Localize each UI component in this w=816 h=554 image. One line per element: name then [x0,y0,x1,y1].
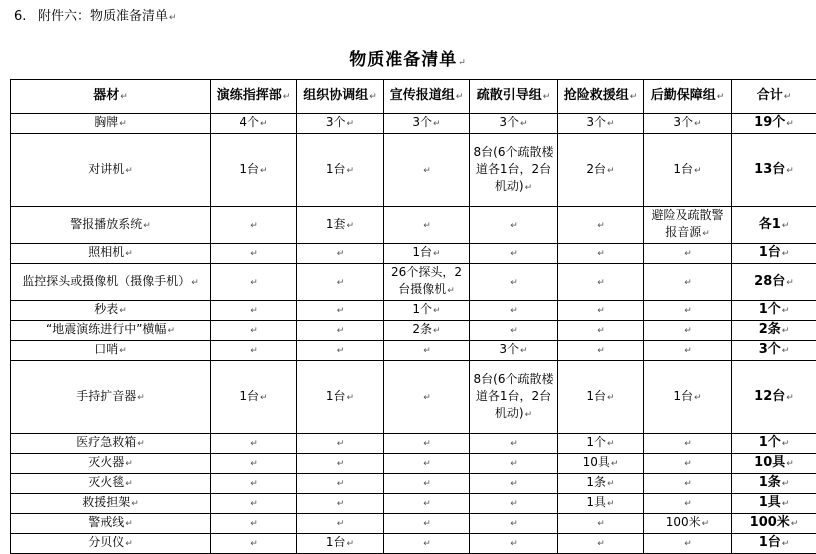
table-row [11,114,816,134]
quantity-cell [558,301,644,321]
quantity-cell [470,244,558,264]
quantity-cell [211,434,297,454]
paragraph-mark-icon: ↵ [125,249,133,259]
paragraph-mark-icon: ↵ [597,539,605,549]
paragraph-mark-icon: ↵ [630,92,638,102]
paragraph-mark-icon: ↵ [250,539,258,549]
paragraph-mark-icon: ↵ [611,459,619,469]
paragraph-mark-icon: ↵ [684,249,692,259]
quantity-cell: 1套↵ [297,207,384,244]
item-name-cell: “地震演练进行中”横幅↵ [11,321,211,341]
paragraph-mark-icon: ↵ [684,326,692,336]
paragraph-mark-icon: ↵ [684,346,692,356]
item-name-cell: 警戒线↵ [11,514,211,534]
paragraph-mark-icon: ↵ [782,346,790,356]
paragraph-mark-icon: ↵ [369,92,377,102]
paragraph-mark-icon: ↵ [337,346,345,356]
paragraph-mark-icon: ↵ [347,221,355,231]
quantity-cell [297,514,384,534]
column-header: 器材↵ [11,80,211,114]
table-row [11,494,816,514]
table-row [11,207,816,244]
quantity-cell: 1台↵ [211,361,297,434]
paragraph-mark-icon: ↵ [456,92,464,102]
item-name-cell: 医疗急救箱↵ [11,434,211,454]
paragraph-mark-icon: ↵ [433,326,441,336]
total-cell: 28台↵ [732,264,816,301]
quantity-cell [384,454,470,474]
paragraph-mark-icon: ↵ [684,306,692,316]
table-row [11,474,816,494]
section-heading [14,5,177,24]
table-body [11,114,816,554]
column-header: 演练指挥部↵ [211,80,297,114]
table-row [11,244,816,264]
paragraph-mark-icon: ↵ [169,13,177,23]
paragraph-mark-icon: ↵ [510,519,518,529]
quantity-cell [211,514,297,534]
paragraph-mark-icon: ↵ [347,539,355,549]
total-cell: 12台↵ [732,361,816,434]
quantity-cell [297,434,384,454]
paragraph-mark-icon: ↵ [119,306,127,316]
paragraph-mark-icon: ↵ [607,439,615,449]
quantity-cell [384,341,470,361]
section-heading-text: 附件六：物质准备清单 [38,9,168,24]
paragraph-mark-icon: ↵ [250,346,258,356]
quantity-cell [211,454,297,474]
paragraph-mark-icon: ↵ [782,439,790,449]
table-row [11,134,816,207]
quantity-cell [644,321,732,341]
paragraph-mark-icon: ↵ [433,249,441,259]
item-name-cell: 口哨↵ [11,341,211,361]
table-row [11,361,816,434]
total-cell: 100米↵ [732,514,816,534]
quantity-cell [384,207,470,244]
quantity-cell: 1个↵ [384,301,470,321]
paragraph-mark-icon: ↵ [167,326,175,336]
total-cell: 2条↵ [732,321,816,341]
paragraph-mark-icon: ↵ [597,519,605,529]
quantity-cell [644,454,732,474]
quantity-cell [644,341,732,361]
quantity-cell: 1台↵ [297,534,384,554]
item-name-cell: 灭火器↵ [11,454,211,474]
item-name-cell: 秒表↵ [11,301,211,321]
paragraph-mark-icon: ↵ [250,278,258,288]
column-header: 后勤保障组↵ [644,80,732,114]
paragraph-mark-icon: ↵ [784,92,792,102]
paragraph-mark-icon: ↵ [791,519,799,529]
item-name-cell: 手持扩音器↵ [11,361,211,434]
quantity-cell [297,244,384,264]
quantity-cell [211,207,297,244]
paragraph-mark-icon: ↵ [337,439,345,449]
total-cell: 13台↵ [732,134,816,207]
quantity-cell [211,474,297,494]
paragraph-mark-icon: ↵ [250,479,258,489]
paragraph-mark-icon: ↵ [782,326,790,336]
quantity-cell [297,301,384,321]
quantity-cell: 1台↵ [384,244,470,264]
paragraph-mark-icon: ↵ [684,459,692,469]
quantity-cell: 3个↵ [470,341,558,361]
quantity-cell [644,301,732,321]
paragraph-mark-icon: ↵ [119,346,127,356]
quantity-cell [644,244,732,264]
quantity-cell [384,361,470,434]
paragraph-mark-icon: ↵ [510,539,518,549]
paragraph-mark-icon: ↵ [607,479,615,489]
table-row [11,301,816,321]
paragraph-mark-icon: ↵ [447,286,455,296]
paragraph-mark-icon: ↵ [423,519,431,529]
paragraph-mark-icon: ↵ [433,119,441,129]
quantity-cell [644,474,732,494]
quantity-cell [470,474,558,494]
quantity-cell: 1台↵ [644,361,732,434]
paragraph-mark-icon: ↵ [597,249,605,259]
quantity-cell [558,534,644,554]
quantity-cell [211,264,297,301]
column-header: 疏散引导组↵ [470,80,558,114]
paragraph-mark-icon: ↵ [510,221,518,231]
paragraph-mark-icon: ↵ [607,499,615,509]
quantity-cell: 8台(6个疏散楼道各1台，2台机动)↵ [470,134,558,207]
paragraph-mark-icon: ↵ [782,221,790,231]
paragraph-mark-icon: ↵ [786,278,794,288]
paragraph-mark-icon: ↵ [423,479,431,489]
column-header: 抢险救援组↵ [558,80,644,114]
table-row [11,534,816,554]
paragraph-mark-icon: ↵ [786,393,794,403]
total-cell: 各1↵ [732,207,816,244]
paragraph-mark-icon: ↵ [250,326,258,336]
quantity-cell [470,454,558,474]
quantity-cell: 3个↵ [470,114,558,134]
quantity-cell: 10具↵ [558,454,644,474]
item-name-cell: 对讲机↵ [11,134,211,207]
item-name-cell: 分贝仪↵ [11,534,211,554]
total-cell: 1个↵ [732,434,816,454]
paragraph-mark-icon: ↵ [131,499,139,509]
paragraph-mark-icon: ↵ [337,459,345,469]
quantity-cell [297,341,384,361]
quantity-cell: 8台(6个疏散楼道各1台，2台机动)↵ [470,361,558,434]
paragraph-mark-icon: ↵ [337,306,345,316]
paragraph-mark-icon: ↵ [423,221,431,231]
quantity-cell [644,434,732,454]
paragraph-mark-icon: ↵ [525,183,533,193]
table-row [11,341,816,361]
document-title [0,45,816,70]
paragraph-mark-icon: ↵ [597,306,605,316]
paragraph-mark-icon: ↵ [694,393,702,403]
quantity-cell: 1条↵ [558,474,644,494]
table-row [11,454,816,474]
document-title-text: 物质准备清单 [349,50,457,70]
paragraph-mark-icon: ↵ [347,393,355,403]
paragraph-mark-icon: ↵ [423,346,431,356]
paragraph-mark-icon: ↵ [694,119,702,129]
paragraph-mark-icon: ↵ [520,119,528,129]
quantity-cell [470,494,558,514]
paragraph-mark-icon: ↵ [510,459,518,469]
paragraph-mark-icon: ↵ [337,326,345,336]
quantity-cell [470,534,558,554]
paragraph-mark-icon: ↵ [607,119,615,129]
column-header: 合计↵ [732,80,816,114]
quantity-cell: 1台↵ [297,134,384,207]
paragraph-mark-icon: ↵ [125,539,133,549]
paragraph-mark-icon: ↵ [525,410,533,420]
quantity-cell: 1台↵ [297,361,384,434]
quantity-cell [297,264,384,301]
paragraph-mark-icon: ↵ [543,92,551,102]
table-row [11,321,816,341]
quantity-cell: 3个↵ [384,114,470,134]
quantity-cell [470,434,558,454]
quantity-cell [558,341,644,361]
paragraph-mark-icon: ↵ [137,439,145,449]
quantity-cell [211,321,297,341]
paragraph-mark-icon: ↵ [510,249,518,259]
item-name-cell: 警报播放系统↵ [11,207,211,244]
paragraph-mark-icon: ↵ [433,306,441,316]
quantity-cell: 1台↵ [558,361,644,434]
paragraph-mark-icon: ↵ [694,166,702,176]
quantity-cell: 1个↵ [558,434,644,454]
quantity-cell [644,534,732,554]
paragraph-mark-icon: ↵ [347,119,355,129]
total-cell: 1台↵ [732,534,816,554]
paragraph-mark-icon: ↵ [250,439,258,449]
quantity-cell [297,494,384,514]
paragraph-mark-icon: ↵ [510,306,518,316]
paragraph-mark-icon: ↵ [125,166,133,176]
quantity-cell: 1台↵ [644,134,732,207]
total-cell: 1个↵ [732,301,816,321]
paragraph-mark-icon: ↵ [125,459,133,469]
total-cell: 1台↵ [732,244,816,264]
quantity-cell [211,341,297,361]
paragraph-mark-icon: ↵ [125,519,133,529]
quantity-cell [384,474,470,494]
column-header: 组织协调组↵ [297,80,384,114]
quantity-cell [558,514,644,534]
paragraph-mark-icon: ↵ [337,249,345,259]
total-cell: 19个↵ [732,114,816,134]
item-name-cell: 灭火毯↵ [11,474,211,494]
paragraph-mark-icon: ↵ [347,166,355,176]
item-name-cell: 救援担架↵ [11,494,211,514]
table-row [11,514,816,534]
quantity-cell [297,321,384,341]
paragraph-mark-icon: ↵ [782,539,790,549]
quantity-cell: 1台↵ [211,134,297,207]
total-cell: 1具↵ [732,494,816,514]
paragraph-mark-icon: ↵ [782,479,790,489]
paragraph-mark-icon: ↵ [423,439,431,449]
total-cell: 3个↵ [732,341,816,361]
quantity-cell [297,474,384,494]
paragraph-mark-icon: ↵ [684,479,692,489]
quantity-cell [644,494,732,514]
paragraph-mark-icon: ↵ [510,439,518,449]
paragraph-mark-icon: ↵ [260,393,268,403]
quantity-cell: 3个↵ [558,114,644,134]
paragraph-mark-icon: ↵ [250,306,258,316]
table-header-row [11,80,816,114]
paragraph-mark-icon: ↵ [283,92,291,102]
quantity-cell [470,321,558,341]
quantity-cell: 3个↵ [297,114,384,134]
paragraph-mark-icon: ↵ [782,249,790,259]
quantity-cell: 4个↵ [211,114,297,134]
paragraph-mark-icon: ↵ [717,92,725,102]
paragraph-mark-icon: ↵ [702,229,710,239]
quantity-cell: 100米↵ [644,514,732,534]
paragraph-mark-icon: ↵ [786,459,794,469]
paragraph-mark-icon: ↵ [684,499,692,509]
paragraph-mark-icon: ↵ [510,499,518,509]
total-cell: 10具↵ [732,454,816,474]
paragraph-mark-icon: ↵ [137,393,145,403]
paragraph-mark-icon: ↵ [458,58,467,68]
quantity-cell [558,264,644,301]
paragraph-mark-icon: ↵ [786,166,794,176]
quantity-cell: 1具↵ [558,494,644,514]
item-name-cell: 胸牌↵ [11,114,211,134]
paragraph-mark-icon: ↵ [520,346,528,356]
paragraph-mark-icon: ↵ [510,479,518,489]
quantity-cell [470,301,558,321]
paragraph-mark-icon: ↵ [191,278,199,288]
column-header: 宣传报道组↵ [384,80,470,114]
quantity-cell [384,534,470,554]
paragraph-mark-icon: ↵ [510,326,518,336]
paragraph-mark-icon: ↵ [250,519,258,529]
quantity-cell [384,134,470,207]
paragraph-mark-icon: ↵ [607,166,615,176]
paragraph-mark-icon: ↵ [423,539,431,549]
paragraph-mark-icon: ↵ [423,166,431,176]
paragraph-mark-icon: ↵ [786,119,794,129]
paragraph-mark-icon: ↵ [423,459,431,469]
paragraph-mark-icon: ↵ [684,439,692,449]
paragraph-mark-icon: ↵ [260,166,268,176]
quantity-cell [558,244,644,264]
total-cell: 1条↵ [732,474,816,494]
quantity-cell [558,321,644,341]
quantity-cell: 2台↵ [558,134,644,207]
paragraph-mark-icon: ↵ [260,119,268,129]
item-name-cell: 照相机↵ [11,244,211,264]
quantity-cell [384,514,470,534]
quantity-cell: 避险及疏散警报音源↵ [644,207,732,244]
paragraph-mark-icon: ↵ [702,519,710,529]
quantity-cell [558,207,644,244]
paragraph-mark-icon: ↵ [684,539,692,549]
quantity-cell [644,264,732,301]
paragraph-mark-icon: ↵ [423,393,431,403]
section-number: 6. [14,9,38,24]
paragraph-mark-icon: ↵ [782,306,790,316]
quantity-cell [384,494,470,514]
paragraph-mark-icon: ↵ [597,221,605,231]
quantity-cell [470,514,558,534]
quantity-cell [470,207,558,244]
materials-table [10,79,816,554]
paragraph-mark-icon: ↵ [782,499,790,509]
quantity-cell [470,264,558,301]
paragraph-mark-icon: ↵ [607,393,615,403]
paragraph-mark-icon: ↵ [250,459,258,469]
paragraph-mark-icon: ↵ [337,479,345,489]
paragraph-mark-icon: ↵ [250,249,258,259]
table-row [11,264,816,301]
paragraph-mark-icon: ↵ [250,499,258,509]
paragraph-mark-icon: ↵ [597,326,605,336]
quantity-cell [297,454,384,474]
paragraph-mark-icon: ↵ [250,221,258,231]
quantity-cell [211,301,297,321]
paragraph-mark-icon: ↵ [120,92,128,102]
table-row [11,434,816,454]
paragraph-mark-icon: ↵ [337,519,345,529]
paragraph-mark-icon: ↵ [423,499,431,509]
item-name-cell: 监控探头或摄像机（摄像手机）↵ [11,264,211,301]
paragraph-mark-icon: ↵ [119,119,127,129]
paragraph-mark-icon: ↵ [337,278,345,288]
quantity-cell: 2条↵ [384,321,470,341]
paragraph-mark-icon: ↵ [597,346,605,356]
quantity-cell [211,244,297,264]
paragraph-mark-icon: ↵ [510,278,518,288]
paragraph-mark-icon: ↵ [125,479,133,489]
paragraph-mark-icon: ↵ [337,499,345,509]
paragraph-mark-icon: ↵ [143,221,151,231]
quantity-cell [211,494,297,514]
paragraph-mark-icon: ↵ [597,278,605,288]
paragraph-mark-icon: ↵ [684,278,692,288]
quantity-cell [211,534,297,554]
quantity-cell: 26个探头，2台摄像机↵ [384,264,470,301]
quantity-cell: 3个↵ [644,114,732,134]
quantity-cell [384,434,470,454]
